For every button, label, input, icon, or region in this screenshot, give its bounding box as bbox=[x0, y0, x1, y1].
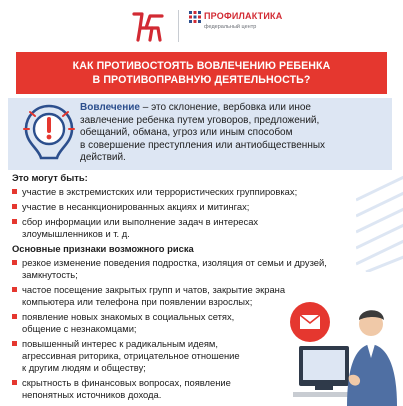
forms-item bbox=[12, 216, 297, 240]
forms-item-line: участие в экстремистских или террористических группировках; bbox=[22, 186, 298, 197]
header bbox=[0, 0, 403, 52]
bullet-square-icon bbox=[12, 314, 17, 319]
forms-item-line: сбор информации или выполнение задач в интересах bbox=[22, 216, 259, 227]
signs-item bbox=[12, 257, 327, 281]
signs-item-line: появление новых знакомых в социальных сетях, bbox=[22, 311, 235, 322]
signs-item-line: общение с незнакомцами; bbox=[22, 323, 137, 334]
decorative-stripes bbox=[356, 176, 403, 272]
forms-item-line: участие в несанкционированных акциях и митингах; bbox=[22, 201, 250, 212]
alert-exclamation-icon bbox=[22, 102, 76, 162]
signs-item-line: частое посещение закрытых групп и чатов, закрытие экрана bbox=[22, 284, 286, 295]
bullet-square-icon bbox=[12, 380, 17, 385]
bullet-square-icon bbox=[12, 341, 17, 346]
bullet-square-icon bbox=[12, 189, 17, 194]
forms-list bbox=[12, 186, 297, 243]
signs-item-line: замкнутость; bbox=[22, 269, 78, 280]
signs-list bbox=[12, 257, 327, 404]
title-line-2: В ПРОТИВОПРАВНУЮ ДЕЯТЕЛЬНОСТЬ? bbox=[92, 74, 311, 86]
signs-item-line: к другим людям и обществу; bbox=[22, 362, 146, 373]
title-line-1: КАК ПРОТИВОСТОЯТЬ ВОВЛЕЧЕНИЮ РЕБЕНКА bbox=[72, 60, 331, 72]
signs-item-line: агрессивная риторика, отрицательное отношение bbox=[22, 350, 240, 361]
definition-line-4: в совершение преступления или антиобщественных bbox=[80, 139, 326, 151]
signs-item-line: скрытность в финансовых вопросах, появление bbox=[22, 377, 231, 388]
bullet-square-icon bbox=[12, 287, 17, 292]
definition-line-5: действий. bbox=[80, 152, 126, 164]
signs-item bbox=[12, 311, 327, 335]
signs-heading: Основные признаки возможного риска bbox=[12, 243, 194, 254]
brand-name: ПРОФИЛАКТИКА bbox=[204, 11, 283, 21]
signs-item bbox=[12, 338, 327, 374]
title-band bbox=[16, 52, 387, 94]
forms-item bbox=[12, 201, 297, 213]
forms-item-line: злоумышленников и т. д. bbox=[22, 228, 130, 239]
chair-logo-icon bbox=[128, 10, 168, 44]
signs-item-line: компьютера или телефона при появлении взрослых; bbox=[22, 296, 253, 307]
bullet-square-icon bbox=[12, 260, 17, 265]
signs-item bbox=[12, 377, 327, 401]
grid-logo-icon bbox=[189, 11, 201, 23]
brand-subtitle: федеральный центр bbox=[204, 24, 257, 30]
logo-divider bbox=[178, 10, 179, 42]
signs-item-line: непонятных источников дохода. bbox=[22, 389, 162, 400]
forms-item bbox=[12, 186, 297, 198]
definition-line-2: завлечение ребенка путем уговоров, предложений, bbox=[80, 114, 320, 126]
bullet-square-icon bbox=[12, 219, 17, 224]
signs-item-line: резкое изменение поведения подростка, изоляция от семьи и друзей, bbox=[22, 257, 327, 268]
definition-line-1: – это склонение, вербовка или иное bbox=[140, 102, 311, 113]
signs-item-line: повышенный интерес к радикальным идеям, bbox=[22, 338, 218, 349]
definition-line-3: обещаний, обмана, угроз или иным способом bbox=[80, 127, 293, 139]
definition-text bbox=[80, 102, 392, 165]
signs-item bbox=[12, 284, 327, 308]
person-at-laptop-illustration bbox=[283, 288, 403, 406]
definition-term: Вовлечение bbox=[80, 102, 140, 113]
bullet-square-icon bbox=[12, 204, 17, 209]
forms-heading: Это могут быть: bbox=[12, 172, 88, 183]
